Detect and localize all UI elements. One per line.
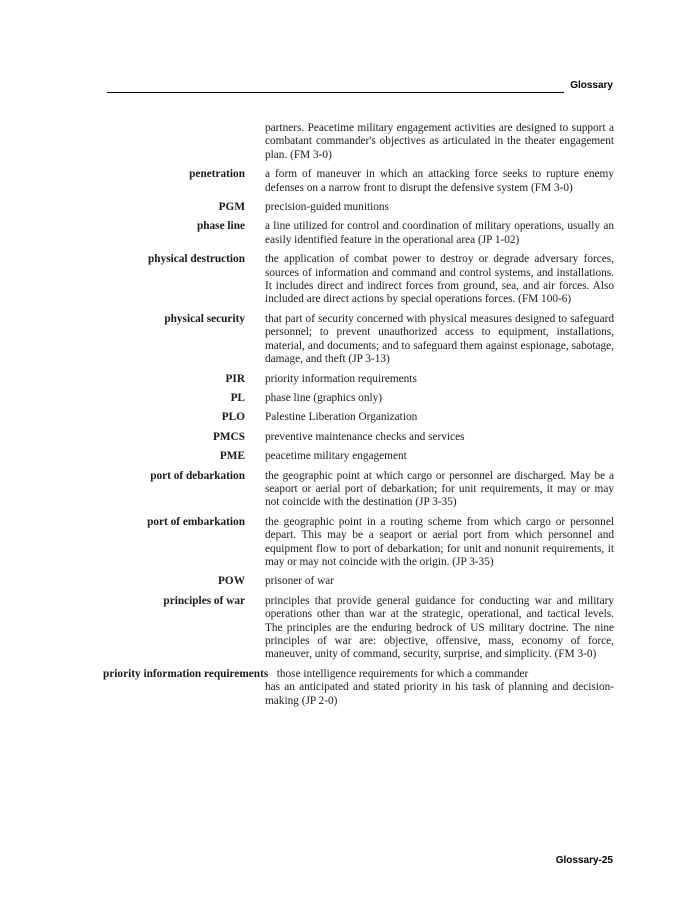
glossary-definition: precision-guided munitions	[265, 201, 389, 214]
continuation-text: partners. Peacetime military engagement activities are designed to support a combatant commander's objectives as articulated in the theater engagement plan. (FM 3-0)	[265, 122, 614, 161]
glossary-entry	[0, 575, 695, 588]
glossary-entry	[0, 201, 695, 214]
glossary-term: port of debarkation	[150, 469, 245, 482]
glossary-definition: peacetime military engagement	[265, 450, 407, 463]
header-section-title: Glossary	[570, 80, 613, 91]
glossary-term: port of embarkation	[147, 515, 245, 528]
glossary-term: phase line	[196, 220, 245, 233]
glossary-entry	[0, 450, 695, 463]
glossary-term: PL	[230, 391, 245, 404]
glossary-term: principles of war	[163, 594, 245, 607]
glossary-entry	[0, 431, 695, 444]
glossary-term: PME	[219, 450, 245, 463]
glossary-term: physical destruction	[148, 253, 245, 266]
inline-entry-body	[103, 668, 614, 708]
glossary-term: PMCS	[212, 430, 245, 443]
glossary-entry	[0, 516, 695, 570]
page-number: Glossary-25	[555, 855, 613, 866]
glossary-continuation	[0, 122, 695, 162]
header-rule	[107, 92, 564, 93]
glossary-definition: principles that provide general guidance for conducting war and military operations other than war at the strategic, operational, and tactical levels. The principles are the enduring bedrock of US military doctrine. The nine principles of war are: objective, offensive, mass, economy of force, maneuver, unity of command, security, surprise, and simplicity. (FM 3-0)	[265, 594, 614, 661]
glossary-entry	[0, 595, 695, 662]
glossary-term: penetration	[189, 168, 245, 181]
glossary-term: PIR	[225, 372, 245, 385]
glossary-term: physical security	[164, 312, 245, 325]
glossary-entry	[0, 220, 695, 247]
glossary-definition: that part of security concerned with physical measures designed to safeguard personnel; to prevent unauthorized access to equipment, installations, material, and documents; and to safeguard them against espionage, sabotage, damage, and theft (JP 3-13)	[265, 312, 614, 366]
glossary-entry	[0, 253, 695, 307]
glossary-entry-inline	[103, 668, 695, 708]
glossary-definition: a form of maneuver in which an attacking force seeks to rupture enemy defenses on a narrow front to disrupt the defensive system (FM 3-0)	[265, 168, 614, 194]
glossary-definition: Palestine Liberation Organization	[265, 411, 418, 424]
glossary-term: PLO	[221, 411, 245, 424]
glossary-entry	[0, 168, 695, 195]
glossary-definition: prisoner of war	[265, 575, 335, 588]
glossary-definition: phase line (graphics only)	[265, 391, 383, 404]
glossary-entry	[0, 313, 695, 367]
glossary-term: priority information requirements	[103, 667, 269, 680]
glossary-entry	[0, 470, 695, 510]
glossary-definition: the application of combat power to destroy or degrade adversary forces, sources of information and command and control systems, and installations. It includes direct and indirect forces from ground, sea, and air forces. Also included are direct actions by special operations forces. (FM 100-6)	[265, 253, 614, 306]
glossary-entry	[0, 411, 695, 424]
glossary-definition: priority information requirements	[265, 372, 417, 385]
glossary-definition-continued: has an anticipated and stated priority in his task of planning and decision-making (JP 2-0)	[265, 681, 614, 707]
glossary-definition-first-line: those intelligence requirements for which a commander	[276, 667, 529, 680]
glossary-definition: preventive maintenance checks and services	[265, 430, 465, 443]
glossary-definition: the geographic point in a routing scheme from which cargo or personnel depart. This may be a seaport or aerial port from which personnel and equipment flow to port of debarkation; for unit and nonunit requirements, it may or may not coincide with the origin. (JP 3-35)	[265, 515, 614, 568]
glossary-body	[0, 122, 695, 714]
glossary-entry	[0, 392, 695, 405]
glossary-term: POW	[218, 575, 245, 588]
glossary-entry	[0, 373, 695, 386]
glossary-definition: a line utilized for control and coordination of military operations, usually an easily identified feature in the operational area (JP 1-02)	[265, 220, 614, 246]
glossary-definition: the geographic point at which cargo or personnel are discharged. May be a seaport or aerial port of debarkation; for unit requirements, it may or may not coincide with the destination (JP 3-35)	[265, 469, 614, 509]
glossary-term: PGM	[218, 201, 245, 214]
